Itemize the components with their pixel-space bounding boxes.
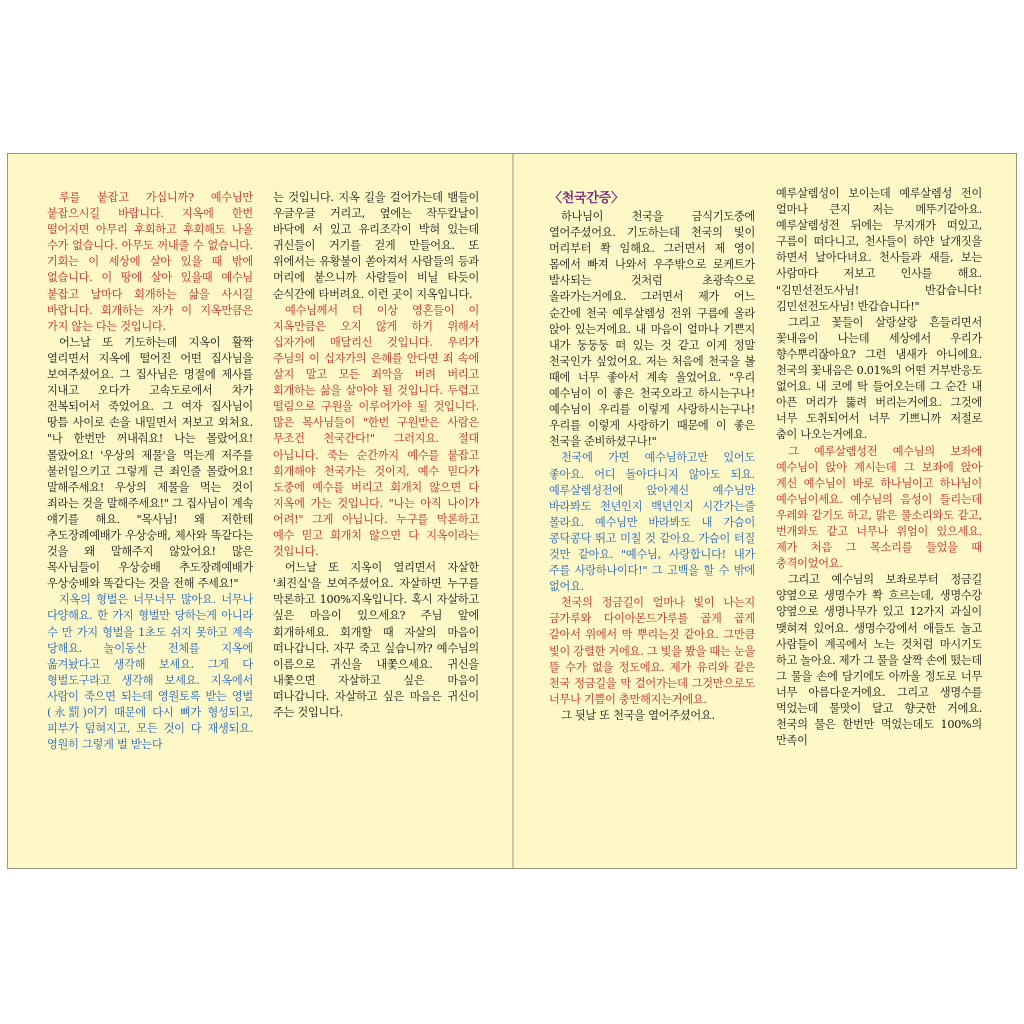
paragraph: 천국의 정금길이 얼마나 빛이 나는지 금가루와 다이아몬드가루를 곱게 곱게 갈아서 위에서 막 뿌리는것 같아요. 그만큼 빛이 강렬한 거에요. 그 빛을 봤을 때는 눈을 뜰 수가 없을 정도에요. 제가 유리와 같은 천국 정금길을 막 걸어가는데 그것만으로도 너무나 기쁨이 충만해지는거에요. xyxy=(549,596,755,706)
right-page-column-2 xyxy=(776,186,982,749)
paragraph: 어느날 또 기도하는데 지옥이 활짝 열리면서 지옥에 떨어진 어떤 집사님을 보여주셨어요. 그 집사님은 명절에 제사를 지내고 오다가 고속도로에서 차가 전복되어서 죽었어요. 그 여자 집사님이 땅틈 사이로 손을 내밀면서 저보고 외쳐요. "나 한번만 꺼내줘요! 나는 몰랐어요! 몰랐어요! '우상의 제물'을 먹는게 저주를 불러일으키고 그렇게 큰 죄인줄 몰랐어요! 말해주세요! 우상의 제물을 먹는 것이 죄라는 것을 말해주세요!" 그 집사님이 계속 얘기를 해요. "목사님! 왜 저한테 추도장례예배가 우상숭배, 제사와 똑같다는 것을 왜 말해주지 않았어요! 많은 목사님들이 우상숭배 추도장례예배가 우상숭배와 똑같다는 것을 전해 주세요!" xyxy=(47,335,253,591)
paragraph: 그리고 꽃들이 살랑살랑 흔들리면서 꽃내음이 나는데 세상에서 우리가 향수뿌리잖아요? 그런 냄새가 아니에요. 천국의 꽃내음은 0.01%의 어떤 거부반응도 없어요. 내 코에 탁 들어오는데 그 순간 내 아픈 머리가 뚫려 버리는거에요. 그것에 너무 도취되어서 너무 기쁘니까 저절로 춤이 나오는거에요. xyxy=(776,315,982,442)
left-page-column-1 xyxy=(47,190,253,753)
paragraph: 그리고 예수님의 보좌로부터 정금길 양옆으로 생명수가 쫙 흐르는데, 생명수강 양옆으로 생명나무가 있고 12가지 과실이 맺혀져 있어요. 생명수강에서 애들도 놀고 사람들이 계곡에서 노는 것처럼 마시기도 하고 놀아요. 제가 그 물을 살짝 손에 떴는데 그 물을 손에 담기에도 아까울 정도로 너무 너무 아름다운거에요. 그리고 생명수를 먹었는데 물맛이 달고 향긋한 거에요. 천국의 물은 한번만 먹었는데도 100%의 만족이 xyxy=(776,573,982,748)
book-spread xyxy=(7,153,1017,869)
right-page-column-1 xyxy=(549,190,755,724)
paragraph: 천국에 가면 예수님하고만 있어도 좋아요. 어디 돌아다니지 않아도 되요. 예루살렘성전에 앉아계신 예수님만 바라봐도 천년인지 백년인지 시간가는줄 몰라요. 예수님만 바라봐도 내 가슴이 콩닥콩닥 뛰고 미칠 것 같아요. 가슴이 터질 것만 같아요. "예수님, 사랑합니다! 내가 주를 사랑하나이다!" 그 고백을 할 수 밖에 없어요. xyxy=(549,451,755,594)
page-fold xyxy=(512,154,514,868)
paragraph: 어느날 또 지옥이 열리면서 자살한 '최진실'을 보여주셨어요. 자살하면 누구를 막론하고 100%지옥입니다. 혹시 자살하고 싶은 마음이 있으세요? 주님 앞에 회개하세요. 회개할 때 자살의 마음이 떠나갑니다. 자꾸 죽고 싶습니까? 예수님의 이름으로 귀신을 내쫓으세요. 귀신을 내쫓으면 자살하고 싶은 마음이 떠나갑니다. 자살하고 싶은 마음은 귀신이 주는 것입니다. xyxy=(273,561,479,719)
paragraph: 예수님께서 더 이상 영혼들이 이 지옥만큼은 오지 않게 하기 위해서 십자가에 매달리신 것입니다. 우리가 주님의 이 십자가의 은혜를 안다면 죄 속에 살지 말고 모든 죄악을 버려 버리고 회개하는 삶을 살아야 될 것입니다. 두렵고 떨림으로 구원을 이루어가야 될 것입니다. 많은 목사님들이 "한번 구원받은 사람은 무조건 천국간다!" 그러지요. 절대 아닙니다. 죽는 순간까지 예수를 붙잡고 회개해야 천국가는 것이지, 예수 믿다가 도중에 예수를 버리고 회개치 않으면 다 지옥에 가는 것입니다. "나는 아직 나이가 어려!" 그게 아닙니다. 누구를 막론하고 예수 믿고 회개치 않으면 다 지옥이라는 것입니다. xyxy=(273,303,479,559)
paragraph: 는 것입니다. 지옥 길을 걸어가는데 뱀들이 우글우글 거리고, 옆에는 작두칼날이 바닥에 서 있고 유리조각이 박혀 있는데 귀신들이 거기를 걷게 만들어요. 또 위에서는 유황불이 쏟아져서 사람들의 등과 머리에 붙으니까 사람들이 비닐 타듯이 순식간에 타버려요. 이런 곳이 지옥입니다. xyxy=(273,191,479,301)
left-page-column-2 xyxy=(273,190,479,721)
paragraph: 그 뒷날 또 천국을 열어주셨어요. xyxy=(561,708,715,722)
section-heading: 〈천국간증〉 xyxy=(549,191,624,206)
paragraph: 루를 붙잡고 가십니까? 예수님만 붙잡으시길 바랍니다. 지옥에 한번 떨어지면 아무리 후회하고 후회해도 나올 수가 없습니다. 아무도 꺼내줄 수 없습니다. 기회는 이 세상에 살아 있을 때 밖에 없습니다. 이 땅에 살아 있을때 예수님 붙잡고 날마다 회개하는 삶을 사시길 바랍니다. 회개하는 자가 이 지옥만큼은 가지 않는 다는 것입니다. xyxy=(47,191,253,333)
paragraph: 지옥의 형벌은 너무너무 많아요. 너무나 다양해요. 한 가지 형벌만 당하는게 아니라 수 만 가지 형벌을 1초도 쉬지 못하고 계속 당해요. 놀이동산 전체를 지옥에 옮겨놨다고 생각해 보세요. 그게 다 형벌도구라고 생각해 보세요. 지옥에서 사람이 죽으면 되는데 영원토록 받는 영벌(永罰)이기 때문에 다시 뼈가 형성되고, 피부가 덮혀지고, 모든 것이 다 재생되요. 영원히 그렇게 벌 받는다 xyxy=(47,593,253,752)
paragraph: 예루살렘성이 보이는데 예루살렘성 전이 얼마나 큰지 저는 메뚜기같아요. 예루살렘성전 뒤에는 무지개가 떠있고, 구름이 떠다니고, 천사들이 하얀 날개짓을 하면서 날아다녀요. 천사들과 새들, 보는 사람마다 저보고 인사를 해요. "김민선전도사님! 반갑습니다! 김민선전도사님! 반갑습니다!" xyxy=(776,187,982,313)
paragraph: 그 예루살렘성전 예수님의 보좌에 예수님이 앉아 계시는데 그 보좌에 앉아 계신 예수님이 바로 하나님이고 하나님이 예수님이세요. 예수님의 음성이 들리는데 우레와 같기도 하고, 맑은 물소리와도 같고, 번개와도 같고 너무나 위엄이 있으세요. 제가 처음 그 목소리를 들었을 때 충격이었어요. xyxy=(776,444,982,571)
paragraph: 하나님이 천국을 금식기도중에 열어주셨어요. 기도하는데 천국의 빛이 머리부터 쫙 임해요. 그러면서 제 영이 몸에서 빠져 나와서 우주밖으로 로케트가 발사되는 것처럼 초광속으로 올라가는거에요. 그러면서 제가 어느 순간에 천국 예루살렘성 전위 구름에 올라 앉아 있는거에요. 내 마음이 얼마나 기쁜지 내가 둥둥둥 떠 있는 것 같고 이게 정말 천국인가 싶었어요. 저는 처음에 천국을 볼 때에 너무 좋아서 계속 울었어요. "우리 예수님이 이 좋은 천국오라고 하시는구나! 예수님이 우리를 이렇게 사랑하시는구나! 우리를 이렇게 사랑하기 때문에 이 좋은 천국을 준비하셨구나!" xyxy=(549,210,755,449)
